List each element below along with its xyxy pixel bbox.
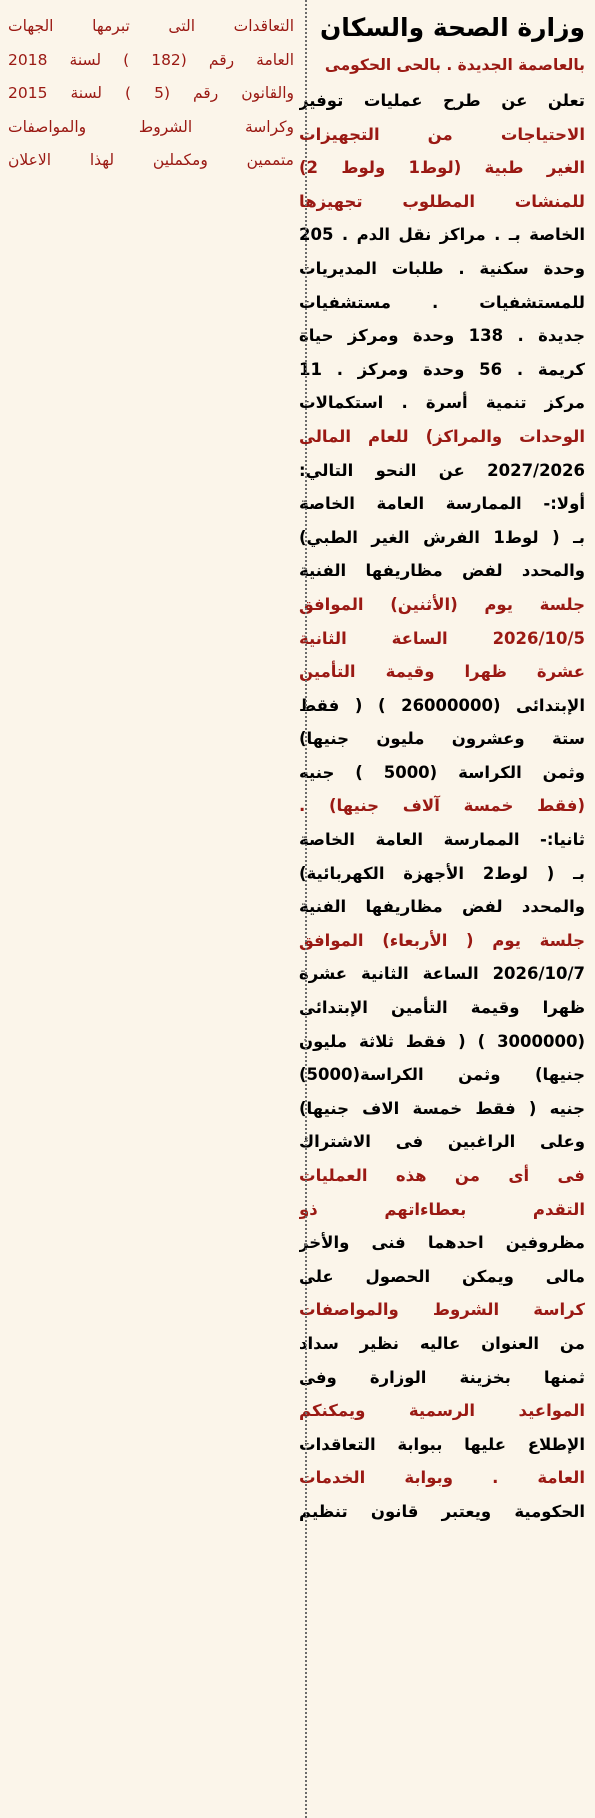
announcement-line: جلسة يوم (الأثنين) الموافق xyxy=(299,594,585,614)
announcement-line: عشرة ظهرا وقيمة التأمين xyxy=(299,662,585,682)
announcement-line: والمحدد لفض مظاريفها الفنية xyxy=(299,561,585,581)
announcement-line: مركز تنمية أسرة . استكمالات xyxy=(299,393,585,413)
announcement-line: 2027/2026 عن النحو التالي: xyxy=(299,460,585,480)
announcement-line: فى أى من هذه العمليات xyxy=(299,1166,585,1185)
announcement-line: المواعيد الرسمية ويمكنكم xyxy=(299,1401,585,1421)
announcement-body xyxy=(299,84,585,1529)
announcement-line: العامة . وبوابة الخدمات xyxy=(299,1468,585,1488)
announcement-line: الغير طبية (لوط1 ولوط 2) xyxy=(299,158,585,178)
announcement-line: ثانيا:- الممارسة العامة الخاصة xyxy=(299,830,585,850)
announcement-line: وحدة سكنية . طلبات المديريات xyxy=(299,258,585,278)
announcement-line: ستة وعشرون مليون جنيها) xyxy=(299,729,585,749)
announcement-main-column xyxy=(297,0,589,1818)
announcement-line: وثمن الكراسة (5000 ) جنيه xyxy=(299,762,585,782)
announcement-line: جنيه ( فقط خمسة الاف جنيها) xyxy=(299,1098,585,1118)
announcement-line: الخاصة بـ . مراكز نقل الدم . 205 xyxy=(299,225,585,245)
continuation-line: متممين ومكملين لهذا الاعلان xyxy=(8,151,294,170)
announcement-line: بـ ( لوط1 الفرش الغير الطبي) xyxy=(299,527,585,547)
announcement-continuation xyxy=(8,10,294,178)
announcement-line: مظروفين احدهما فنى والأخر xyxy=(299,1233,585,1253)
announcement-line: للمستشفيات . مستشفيات xyxy=(299,292,585,312)
announcement-line: تعلن عن طرح عمليات توفير xyxy=(299,91,585,110)
announcement-line: الإبتدائى (26000000 ) ( فقط xyxy=(299,695,585,715)
announcement-line: ثمنها بخزينة الوزارة وفى xyxy=(299,1367,585,1387)
announcement-line: كراسة الشروط والمواصفات xyxy=(299,1300,585,1320)
announcement-line: جديدة . 138 وحدة ومركز حياة xyxy=(299,326,585,346)
announcement-line: والمحدد لفض مظاريفها الفنية xyxy=(299,897,585,917)
announcement-line: أولا:- الممارسة العامة الخاصة xyxy=(299,494,585,514)
announcement-line: الوحدات والمراكز) للعام المالى xyxy=(299,426,585,446)
announcement-line: من العنوان عاليه نظير سداد xyxy=(299,1333,585,1353)
announcement-line: 2026/10/5 الساعة الثانية xyxy=(299,628,585,648)
continuation-line: التعاقدات التى تبرمها الجهات xyxy=(8,17,294,35)
announcement-line: جلسة يوم ( الأربعاء) الموافق xyxy=(299,930,585,950)
announcement-line: ظهرا وقيمة التأمين الإبتدائى xyxy=(299,998,585,1018)
announcement-line: الاحتياجات من التجهيزات xyxy=(299,124,585,144)
announcement-line: مالى ويمكن الحصول على xyxy=(299,1266,585,1286)
announcement-continued-column xyxy=(6,0,296,178)
announcement-line: للمنشات المطلوب تجهيزها xyxy=(299,191,585,211)
column-divider xyxy=(305,0,307,1818)
announcement-line: (3000000 ) ( فقط ثلاثة مليون xyxy=(299,1031,585,1051)
announcement-line: (فقط خمسة آلاف جنيها) . xyxy=(299,796,585,816)
ministry-title: وزارة الصحة والسكان xyxy=(319,13,585,42)
continuation-line: العامة رقم (182 ) لسنة 2018 xyxy=(8,50,294,69)
announcement-line: الحكومية ويعتبر قانون تنظيم xyxy=(299,1501,585,1521)
announcement-line: 2026/10/7 الساعة الثانية عشرة xyxy=(299,964,585,984)
continuation-line: والقانون رقم (5 ) لسنة 2015 xyxy=(8,84,294,103)
ministry-address: بالعاصمة الجديدة . بالحى الحكومى xyxy=(324,56,585,74)
announcement-line: الإطلاع عليها ببوابة التعاقدات xyxy=(299,1434,585,1454)
announcement-line: وعلى الراغبين فى الاشتراك xyxy=(299,1132,585,1152)
announcement-line: جنيها) وثمن الكراسة(5000) xyxy=(299,1065,585,1085)
announcement-line: التقدم بعطاءاتهم ذو xyxy=(299,1199,585,1219)
announcement-line: بـ ( لوط2 الأجهزة الكهربائية) xyxy=(299,863,585,883)
continuation-line: وكراسة الشروط والمواصفات xyxy=(8,117,294,136)
announcement-line: كريمة . 56 وحدة ومركز . 11 xyxy=(299,359,585,379)
